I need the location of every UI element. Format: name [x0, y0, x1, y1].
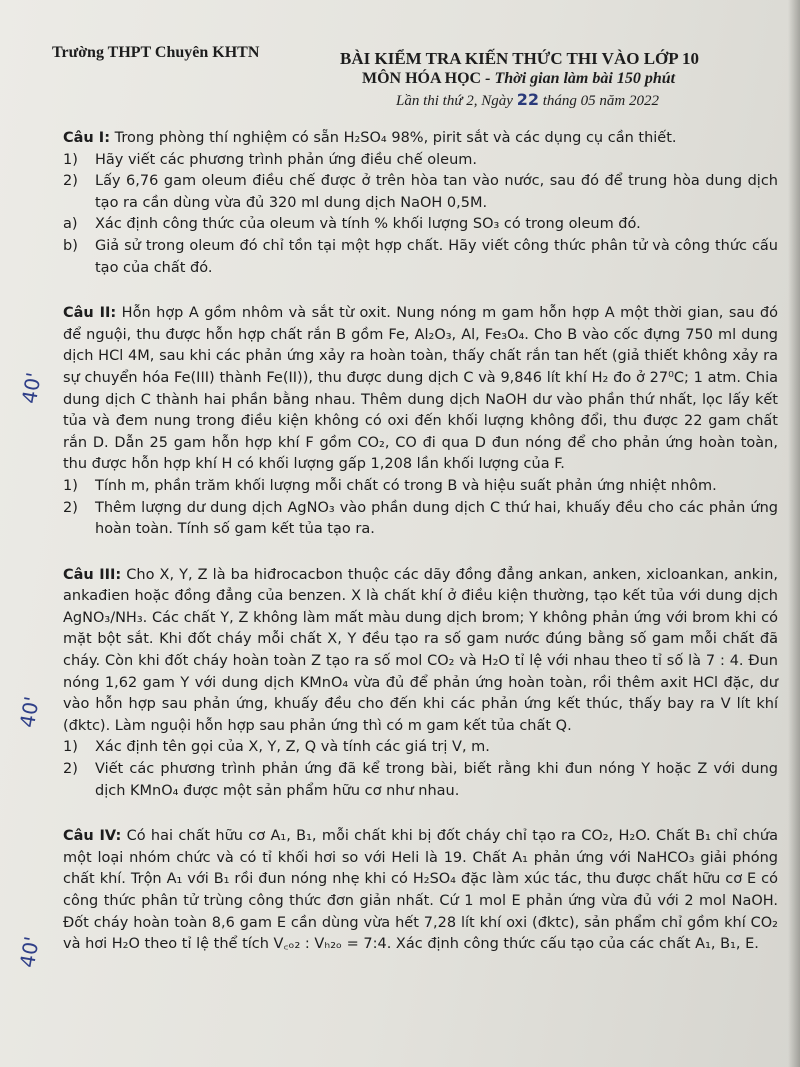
school-name: Trường THPT Chuyên KHTN: [52, 44, 260, 61]
question-item: [63, 476, 778, 498]
question-text: Trong phòng thí nghiệm có sẵn H₂SO₄ 98%, pirit sắt và các dụng cụ cần thiết.: [110, 130, 677, 146]
question-item: [63, 150, 778, 172]
question-item: [63, 498, 778, 541]
exam-date: [396, 90, 659, 110]
item-number: 1): [63, 151, 78, 168]
item-text: Thêm lượng dư dung dịch AgNO₃ vào phần dung dịch C thứ hai, khuấy đều cho các phản ứng hoàn toàn. Tính số gam kết tủa tạo ra.: [95, 499, 778, 538]
question-item: [63, 737, 778, 759]
question-1-intro: [63, 128, 778, 150]
date-day-handwritten: 22: [516, 90, 539, 109]
question-text: Có hai chất hữu cơ A₁, B₁, mỗi chất khi bị đốt cháy chỉ tạo ra CO₂, H₂O. Chất B₁ chỉ chứa một loại nhóm chức và có tỉ khối hơi so với Heli là 19. Chất A₁ phản ứng với NaHCO₃ giải phóng chất khí. Trộn A₁ với B₁ rồi đun nóng nhẹ khi có H₂SO₄ đặc làm xúc tác, thu được chất hữu cơ E có công thức phân tử trùng công thức đơn giản nhất. Cứ 1 mol E phản ứng vừa đủ với 2 mol NaOH. Đốt cháy hoàn toàn 8,6 gam E cần dùng vừa hết 7,28 lít khí oxi (đktc), sản phẩm chỉ gồm khí CO₂ và hơi H₂O theo tỉ lệ thể tích V꜀ₒ₂ : Vₕ₂ₒ = 7:4. Xác định công thức cấu tạo của các chất A₁, B₁, E.: [63, 828, 778, 953]
margin-time-note: 40': [14, 934, 44, 970]
exam-body: [63, 128, 778, 980]
question-item: [63, 171, 778, 214]
question-label: Câu IV:: [63, 828, 122, 845]
item-number: 2): [63, 173, 78, 190]
question-subitem: [63, 236, 778, 279]
item-number: 2): [63, 761, 78, 778]
item-number: 1): [63, 477, 78, 494]
question-item: [63, 759, 778, 802]
question-label: Câu II:: [63, 305, 117, 322]
question-3-intro: [63, 565, 778, 738]
page-edge-shadow: [788, 0, 800, 1067]
exam-subject-line: [362, 70, 675, 88]
item-number: 1): [63, 739, 78, 756]
subitem-letter: b): [63, 237, 78, 254]
question-4-intro: [63, 826, 778, 956]
margin-time-note: 40': [16, 370, 46, 406]
item-text: Hãy viết các phương trình phản ứng điều chế oleum.: [95, 151, 478, 168]
item-text: Lấy 6,76 gam oleum điều chế được ở trên hòa tan vào nước, sau đó để trung hòa dung dịch tạo ra cần dùng vừa đủ 320 ml dung dịch NaOH 0,5M.: [95, 173, 778, 211]
question-4: [63, 826, 778, 956]
subitem-letter: a): [63, 216, 78, 233]
question-label: Câu III:: [63, 566, 122, 583]
question-2-intro: [63, 303, 778, 476]
question-subitem: [63, 214, 778, 236]
question-text: Cho X, Y, Z là ba hiđrocacbon thuộc các dãy đồng đẳng ankan, anken, xicloankan, ankin, ankađien hoặc đồng đẳng của benzen. X là chất khí ở điều kiện thường, tạo kết tủa với dung dịch AgNO₃/NH₃. Các chất Y, Z không làm mất màu dung dịch brom; Y không phản ứng với brom khi có mặt bột sắt. Khi đốt cháy mỗi chất X, Y đều tạo ra số gam nước đúng bằng số gam mỗi chất đã cháy. Còn khi đốt cháy hoàn toàn Z tạo ra số mol CO₂ và H₂O tỉ lệ với nhau theo tỉ số là 7 : 4. Đun nóng 1,62 gam Y với dung dịch KMnO₄ vừa đủ để phản ứng hoàn toàn, rồi thêm axit HCl đặc, dư vào hỗn hợp sau phản ứng, khuấy đều cho đến khi các phản ứng kết thúc, thấy bay ra V lít khí (đktc). Làm nguội hỗn hợp sau phản ứng thì có m gam kết tủa chất Q.: [63, 566, 778, 734]
question-3: [63, 565, 778, 803]
subitem-text: Xác định công thức của oleum và tính % khối lượng SO₃ có trong oleum đó.: [95, 216, 641, 233]
subitem-text: Giả sử trong oleum đó chỉ tồn tại một hợp chất. Hãy viết công thức phân tử và công thức cấu tạo của chất đó.: [95, 237, 778, 276]
margin-time-note: 40': [14, 694, 44, 730]
item-text: Viết các phương trình phản ứng đã kể trong bài, biết rằng khi đun nóng Y hoặc Z với dung dịch KMnO₄ được một sản phẩm hữu cơ như nhau.: [95, 761, 778, 799]
item-text: Tính m, phần trăm khối lượng mỗi chất có trong B và hiệu suất phản ứng nhiệt nhôm.: [95, 477, 717, 494]
item-text: Xác định tên gọi của X, Y, Z, Q và tính các giá trị V, m.: [95, 739, 490, 756]
question-2: [63, 303, 778, 541]
exam-duration: - Thời gian làm bài 150 phút: [481, 70, 676, 87]
question-label: Câu I:: [63, 130, 110, 146]
item-number: 2): [63, 499, 78, 516]
exam-subject: MÔN HÓA HỌC: [362, 70, 482, 87]
exam-title: BÀI KIỂM TRA KIẾN THỨC THI VÀO LỚP 10: [340, 49, 699, 68]
question-text: Hỗn hợp A gồm nhôm và sắt từ oxit. Nung nóng m gam hỗn hợp A một thời gian, sau đó để nguội, thu được hỗn hợp chất rắn B gồm Fe, Al₂O₃, Al, Fe₃O₄. Cho B vào cốc đựng 750 ml dung dịch HCl 4M, sau khi các phản ứng xảy ra hoàn toàn, thấy chất rắn tan hết (giả thiết không xảy ra sự chuyển hóa Fe(III) thành Fe(II)), thu được dung dịch C và 9,846 lít khí H₂ đo ở 27⁰C; 1 atm. Chia dung dịch C thành hai phần bằng nhau. Thêm dung dịch NaOH dư vào phần thứ nhất, lọc lấy kết tủa và đem nung trong điều kiện không có oxi đến khối lượng không đổi, thu được 22 gam chất rắn D. Dẫn 25 gam hỗn hợp khí F gồm CO₂, CO đi qua D đun nóng để cho phản ứng hoàn toàn, thu được hỗn hợp khí H có khối lượng gấp 1,208 lần khối lượng của F.: [63, 305, 778, 473]
question-1: [63, 128, 778, 279]
date-prefix: Lần thi thứ 2, Ngày: [396, 93, 517, 109]
date-suffix: tháng 05 năm 2022: [538, 93, 659, 109]
